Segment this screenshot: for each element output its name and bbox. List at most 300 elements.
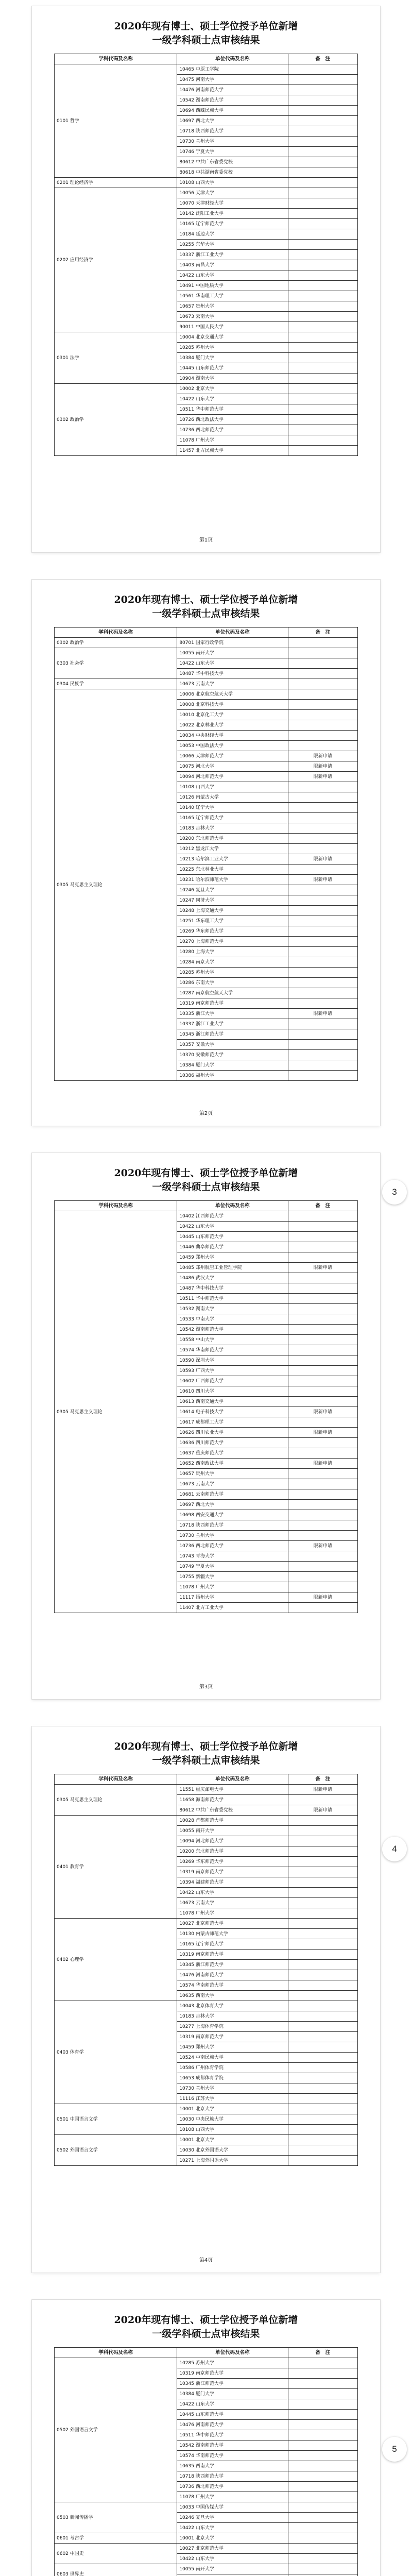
remark-cell: [288, 2042, 357, 2053]
discipline-cell: 0305 马克思主义理论: [55, 689, 177, 1081]
remark-cell: [288, 2011, 357, 2022]
discipline-cell: 0302 政治学: [55, 638, 177, 648]
remark-cell: [288, 404, 357, 415]
page-number: 第3页: [199, 1684, 213, 1690]
remark-cell: [288, 1826, 357, 1836]
remark-cell: 限新申请: [288, 1407, 357, 1417]
remark-cell: [288, 167, 357, 178]
unit-cell: 10269 华东师范大学: [177, 926, 288, 937]
unit-cell: [177, 2574, 288, 2576]
remark-cell: [288, 2451, 357, 2461]
remark-cell: [288, 1960, 357, 1970]
header-row: [55, 2348, 358, 2358]
unit-cell: 11078 广州大学: [177, 1582, 288, 1592]
unit-cell: 10542 湖南师范大学: [177, 1325, 288, 1335]
remark-cell: [288, 270, 357, 281]
remark-cell: [288, 700, 357, 710]
remark-cell: [288, 2420, 357, 2430]
page-title: [32, 1166, 380, 1194]
remark-cell: [288, 658, 357, 669]
remark-cell: [288, 1991, 357, 2001]
unit-cell: 10108 山西大学: [177, 782, 288, 792]
title-line-1: 2020年现有博士、硕士学位授予单位新增: [114, 2314, 298, 2326]
table-row: [55, 332, 358, 343]
remark-cell: [288, 332, 357, 343]
unit-cell: 10422 山东大学: [177, 270, 288, 281]
remark-cell: [288, 2125, 357, 2135]
remark-cell: [288, 384, 357, 394]
unit-cell: 10730 兰州大学: [177, 1531, 288, 1541]
unit-cell: 10246 复旦大学: [177, 885, 288, 895]
remark-cell: [288, 978, 357, 988]
discipline-cell: 0501 中国语言文学: [55, 2104, 177, 2135]
remark-cell: [288, 1211, 357, 1222]
unit-cell: 10445 山东师范大学: [177, 363, 288, 374]
table-row: [55, 2104, 358, 2114]
unit-cell: 10033 中国传媒大学: [177, 2502, 288, 2513]
unit-cell: 10001 北京大学: [177, 2533, 288, 2544]
remark-cell: [288, 689, 357, 700]
unit-cell: 10673 云南大学: [177, 679, 288, 689]
remark-cell: [288, 1877, 357, 1888]
remark-cell: [288, 895, 357, 906]
unit-cell: 10698 西安交通大学: [177, 1510, 288, 1520]
table-row: [55, 638, 358, 648]
unit-cell: 10319 南京师范大学: [177, 1950, 288, 1960]
unit-cell: 10280 上海大学: [177, 947, 288, 957]
table-row: [55, 689, 358, 700]
remark-cell: [288, 803, 357, 813]
remark-cell: [288, 322, 357, 332]
remark-cell: [288, 2053, 357, 2063]
remark-cell: [288, 157, 357, 167]
unit-cell: 10635 西南大学: [177, 2461, 288, 2471]
remark-cell: [288, 1397, 357, 1407]
unit-cell: 10511 华中师范大学: [177, 2430, 288, 2441]
unit-cell: 10743 青海大学: [177, 1551, 288, 1562]
remark-cell: [288, 188, 357, 198]
discipline-cell: 0502 外国语言文学: [55, 2358, 177, 2502]
discipline-cell: 0305 马克思主义理论: [55, 1785, 177, 1816]
remark-cell: [288, 1386, 357, 1397]
remark-cell: [288, 374, 357, 384]
unit-cell: 10255 东华大学: [177, 240, 288, 250]
unit-cell: 10486 武汉大学: [177, 1273, 288, 1283]
remark-cell: [288, 1071, 357, 1081]
table-row: [55, 2544, 358, 2554]
unit-cell: 10165 辽宁师范大学: [177, 1939, 288, 1950]
remark-cell: [288, 1562, 357, 1572]
remark-cell: [288, 731, 357, 741]
unit-cell: 10370 安徽师范大学: [177, 1050, 288, 1060]
page-number: 第1页: [199, 537, 213, 543]
remark-cell: 限新申请: [288, 1785, 357, 1795]
results-table: [54, 2347, 358, 2576]
unit-cell: 10126 内蒙古大学: [177, 792, 288, 803]
discipline-cell: 0305 马克思主义理论: [55, 1211, 177, 1613]
remark-cell: [288, 1448, 357, 1459]
unit-cell: 10697 西北大学: [177, 1500, 288, 1510]
discipline-cell: 0503 新闻传播学: [55, 2502, 177, 2533]
remark-cell: [288, 834, 357, 844]
table-row: [55, 188, 358, 198]
remark-cell: [288, 1479, 357, 1489]
header-row: [55, 1201, 358, 1211]
unit-cell: 10142 沈阳工业大学: [177, 209, 288, 219]
page-title: [32, 20, 380, 47]
unit-cell: 10590 深圳大学: [177, 1355, 288, 1366]
remark-cell: 限新申请: [288, 772, 357, 782]
header-unit: 单位代码及名称: [177, 628, 288, 638]
discipline-cell: 0603 世界史: [55, 2564, 177, 2576]
table-row: [55, 648, 358, 658]
remark-cell: [288, 1294, 357, 1304]
discipline-cell: 0304 民族学: [55, 679, 177, 689]
unit-cell: 10459 郑州大学: [177, 1252, 288, 1263]
table-header: [55, 54, 358, 64]
remark-cell: [288, 209, 357, 219]
unit-cell: 10319 南京师范大学: [177, 1867, 288, 1877]
unit-cell: 11078 广州大学: [177, 1908, 288, 1919]
unit-cell: 10465 中原工学院: [177, 64, 288, 75]
unit-cell: 10614 电子科技大学: [177, 1407, 288, 1417]
header-unit: 单位代码及名称: [177, 54, 288, 64]
unit-cell: 10610 四川大学: [177, 1386, 288, 1397]
header-remark: 备 注: [288, 54, 357, 64]
remark-cell: [288, 1816, 357, 1826]
remark-cell: [288, 281, 357, 291]
remark-cell: [288, 240, 357, 250]
unit-cell: 10248 上海交通大学: [177, 906, 288, 916]
unit-cell: 90011 中国人民大学: [177, 322, 288, 332]
unit-cell: 10008 北京科技大学: [177, 700, 288, 710]
discipline-cell: 0601 考古学: [55, 2533, 177, 2544]
page-indicator-5[interactable]: 5: [382, 2437, 407, 2462]
unit-cell: 10533 中南大学: [177, 1314, 288, 1325]
remark-cell: [288, 2574, 357, 2576]
unit-cell: 10212 黑龙江大学: [177, 844, 288, 854]
unit-cell: 10001 北京大学: [177, 2135, 288, 2145]
remark-cell: [288, 1222, 357, 1232]
unit-cell: 10345 浙江师范大学: [177, 1029, 288, 1040]
unit-cell: 10681 云南师范大学: [177, 1489, 288, 1500]
unit-cell: 10673 云南大学: [177, 1898, 288, 1908]
unit-cell: 10335 浙江大学: [177, 1009, 288, 1019]
remark-cell: [288, 1795, 357, 1805]
unit-cell: 10165 辽宁师范大学: [177, 813, 288, 823]
unit-cell: 10269 华东师范大学: [177, 1857, 288, 1867]
remark-cell: [288, 64, 357, 75]
remark-cell: [288, 947, 357, 957]
unit-cell: 10673 云南大学: [177, 1479, 288, 1489]
results-table: [54, 1774, 358, 2166]
remark-cell: [288, 1520, 357, 1531]
unit-cell: 10337 浙江工业大学: [177, 250, 288, 260]
unit-cell: 10345 浙江师范大学: [177, 1960, 288, 1970]
unit-cell: 10653 成都体育学院: [177, 2073, 288, 2083]
remark-cell: [288, 343, 357, 353]
table-row: [55, 2564, 358, 2574]
title-line-1: 2020年现有博士、硕士学位授予单位新增: [114, 594, 298, 605]
unit-cell: 10542 湖南师范大学: [177, 95, 288, 106]
unit-cell: 10319 南京师范大学: [177, 2368, 288, 2379]
remark-cell: [288, 2399, 357, 2410]
table-row: [55, 679, 358, 689]
table-body: [55, 638, 358, 1081]
unit-cell: 10422 山东大学: [177, 1222, 288, 1232]
unit-cell: 10542 湖南师范大学: [177, 2441, 288, 2451]
unit-cell: 10043 北京体育大学: [177, 2001, 288, 2011]
page-number: 第2页: [199, 1111, 213, 1116]
unit-cell: 10697 西北大学: [177, 116, 288, 126]
unit-cell: 10476 河南师范大学: [177, 2420, 288, 2430]
table-row: [55, 2135, 358, 2145]
page-title: [32, 1740, 380, 1768]
header-remark: 备 注: [288, 1201, 357, 1211]
header-discipline: 学科代码及名称: [55, 2348, 177, 2358]
unit-cell: 10028 首都师范大学: [177, 1816, 288, 1826]
remark-cell: [288, 116, 357, 126]
title-line-1: 2020年现有博士、硕士学位授予单位新增: [114, 1741, 298, 1752]
table-body: [55, 1785, 358, 2166]
remark-cell: [288, 2135, 357, 2145]
remark-cell: [288, 813, 357, 823]
unit-cell: 10251 华东理工大学: [177, 916, 288, 926]
table-row: [55, 2001, 358, 2011]
remark-cell: [288, 2032, 357, 2042]
unit-cell: 10657 贵州大学: [177, 301, 288, 312]
unit-cell: 10056 天津大学: [177, 188, 288, 198]
remark-cell: [288, 353, 357, 363]
unit-cell: 10200 东北师范大学: [177, 834, 288, 844]
unit-cell: 10200 东北师范大学: [177, 1846, 288, 1857]
remark-cell: [288, 1929, 357, 1939]
unit-cell: 10022 北京林业大学: [177, 720, 288, 731]
remark-cell: [288, 291, 357, 301]
remark-cell: [288, 1888, 357, 1898]
discipline-cell: 0201 理论经济学: [55, 178, 177, 188]
unit-cell: 10183 吉林大学: [177, 823, 288, 834]
page-indicator-4[interactable]: 4: [382, 1837, 407, 1861]
remark-cell: [288, 2083, 357, 2094]
remark-cell: [288, 1469, 357, 1479]
remark-cell: [288, 219, 357, 229]
remark-cell: [288, 1510, 357, 1520]
remark-cell: [288, 844, 357, 854]
remark-cell: [288, 2368, 357, 2379]
remark-cell: 限新申请: [288, 761, 357, 772]
remark-cell: [288, 741, 357, 751]
table-row: [55, 1919, 358, 1929]
remark-cell: [288, 1242, 357, 1252]
unit-cell: 10225 东北林业大学: [177, 865, 288, 875]
remark-cell: [288, 2410, 357, 2420]
unit-cell: 10231 哈尔滨师范大学: [177, 875, 288, 885]
discipline-cell: 0502 外国语言文学: [55, 2135, 177, 2166]
unit-cell: 10736 西北师范大学: [177, 1541, 288, 1551]
page-indicator-3[interactable]: 3: [382, 1180, 407, 1205]
unit-cell: 80612 中共广东省委党校: [177, 157, 288, 167]
remark-cell: [288, 2502, 357, 2513]
header-row: [55, 1774, 358, 1785]
unit-cell: 10558 中山大学: [177, 1335, 288, 1345]
remark-cell: [288, 1898, 357, 1908]
remark-cell: [288, 669, 357, 679]
unit-cell: 10730 兰州大学: [177, 137, 288, 147]
unit-cell: 10183 吉林大学: [177, 2011, 288, 2022]
unit-cell: 10386 福州大学: [177, 1071, 288, 1081]
remark-cell: [288, 312, 357, 322]
remark-cell: [288, 1273, 357, 1283]
remark-cell: [288, 1867, 357, 1877]
unit-cell: 10070 天津财经大学: [177, 198, 288, 209]
unit-cell: 10561 华南理工大学: [177, 291, 288, 301]
unit-cell: 10053 中国政法大学: [177, 741, 288, 751]
remark-cell: [288, 2492, 357, 2502]
unit-cell: 10319 南京师范大学: [177, 2032, 288, 2042]
header-discipline: 学科代码及名称: [55, 1201, 177, 1211]
header-row: [55, 54, 358, 64]
header-unit: 单位代码及名称: [177, 2348, 288, 2358]
remark-cell: [288, 394, 357, 404]
discipline-cell: 0302 政治学: [55, 384, 177, 456]
header-remark: 备 注: [288, 1774, 357, 1785]
unit-cell: 10487 华中科技大学: [177, 1283, 288, 1294]
results-table: [54, 54, 358, 456]
table-row: [55, 384, 358, 394]
unit-cell: 10718 陕西师范大学: [177, 126, 288, 137]
unit-cell: 10736 西北师范大学: [177, 2482, 288, 2492]
discipline-cell: 0301 法学: [55, 332, 177, 384]
remark-cell: [288, 1531, 357, 1541]
remark-cell: [288, 782, 357, 792]
unit-cell: 80612 中共广东省委党校: [177, 1805, 288, 1816]
unit-cell: 10511 华中师范大学: [177, 404, 288, 415]
unit-cell: 10006 北京航空航天大学: [177, 689, 288, 700]
remark-cell: [288, 106, 357, 116]
unit-cell: 10384 厦门大学: [177, 1060, 288, 1071]
remark-cell: [288, 823, 357, 834]
document-page: [32, 580, 380, 1126]
remark-cell: [288, 2104, 357, 2114]
unit-cell: 10422 山东大学: [177, 1888, 288, 1898]
remark-cell: [288, 2001, 357, 2011]
unit-cell: 10108 山西大学: [177, 178, 288, 188]
remark-cell: [288, 1304, 357, 1314]
discipline-cell: 0303 社会学: [55, 648, 177, 679]
unit-cell: 11551 重庆邮电大学: [177, 1785, 288, 1795]
unit-cell: 11407 北方工业大学: [177, 1603, 288, 1613]
unit-cell: 10422 山东大学: [177, 2523, 288, 2533]
remark-cell: [288, 95, 357, 106]
document-page: [32, 6, 380, 552]
remark-cell: [288, 1572, 357, 1582]
remark-cell: [288, 1325, 357, 1335]
table-body: [55, 1211, 358, 1613]
remark-cell: [288, 2022, 357, 2032]
remark-cell: [288, 916, 357, 926]
unit-cell: 10285 苏州大学: [177, 2358, 288, 2368]
unit-cell: 10140 辽宁大学: [177, 803, 288, 813]
unit-cell: 10034 中央财经大学: [177, 731, 288, 741]
unit-cell: 10384 厦门大学: [177, 2389, 288, 2399]
remark-cell: [288, 1489, 357, 1500]
remark-cell: [288, 638, 357, 648]
table-row: [55, 2358, 358, 2368]
unit-cell: 10586 广州体育学院: [177, 2063, 288, 2073]
remark-cell: [288, 648, 357, 658]
unit-cell: 10459 郑州大学: [177, 2042, 288, 2053]
remark-cell: [288, 126, 357, 137]
unit-cell: 10636 四川师范大学: [177, 1438, 288, 1448]
unit-cell: 10635 西南大学: [177, 1991, 288, 2001]
unit-cell: 10445 山东师范大学: [177, 2410, 288, 2420]
unit-cell: 10422 山东大学: [177, 658, 288, 669]
remark-cell: [288, 2358, 357, 2368]
discipline-cell: 0602 中国史: [55, 2544, 177, 2564]
unit-cell: 10286 东南大学: [177, 978, 288, 988]
unit-cell: 10246 复旦大学: [177, 2513, 288, 2523]
unit-cell: 10345 浙江师范大学: [177, 2379, 288, 2389]
unit-cell: 11457 北方民族大学: [177, 446, 288, 456]
unit-cell: 10730 兰州大学: [177, 2083, 288, 2094]
unit-cell: 10476 河南师范大学: [177, 1970, 288, 1980]
unit-cell: 80618 中共湖南省委党校: [177, 167, 288, 178]
table-row: [55, 1211, 358, 1222]
remark-cell: [288, 998, 357, 1009]
table-header: [55, 1201, 358, 1211]
unit-cell: 10511 华中师范大学: [177, 1294, 288, 1304]
remark-cell: [288, 2544, 357, 2554]
remark-cell: [288, 425, 357, 435]
unit-cell: 10247 同济大学: [177, 895, 288, 906]
remark-cell: [288, 865, 357, 875]
remark-cell: [288, 435, 357, 446]
remark-cell: [288, 1551, 357, 1562]
discipline-cell: 0402 心理学: [55, 1919, 177, 2001]
unit-cell: 10755 新疆大学: [177, 1572, 288, 1582]
remark-cell: [288, 363, 357, 374]
remark-cell: [288, 1040, 357, 1050]
remark-cell: 限新申请: [288, 751, 357, 761]
remark-cell: [288, 1252, 357, 1263]
remark-cell: [288, 198, 357, 209]
table-row: [55, 1785, 358, 1795]
unit-cell: 10130 内蒙古师范大学: [177, 1929, 288, 1939]
remark-cell: [288, 720, 357, 731]
unit-cell: 10384 厦门大学: [177, 353, 288, 363]
unit-cell: 10337 浙江工业大学: [177, 1019, 288, 1029]
unit-cell: 10637 重庆师范大学: [177, 1448, 288, 1459]
header-unit: 单位代码及名称: [177, 1201, 288, 1211]
unit-cell: 10394 福建师范大学: [177, 1877, 288, 1888]
unit-cell: 10746 宁夏大学: [177, 147, 288, 157]
remark-cell: [288, 260, 357, 270]
unit-cell: 10285 苏州大学: [177, 968, 288, 978]
unit-cell: 10904 湖南大学: [177, 374, 288, 384]
page-number: 第4页: [199, 2258, 213, 2263]
unit-cell: 10574 华南师范大学: [177, 2451, 288, 2461]
unit-cell: 10010 北京化工大学: [177, 710, 288, 720]
unit-cell: 10617 成都理工大学: [177, 1417, 288, 1428]
remark-cell: [288, 2145, 357, 2156]
unit-cell: 10532 湖南大学: [177, 1304, 288, 1314]
remark-cell: [288, 2430, 357, 2441]
remark-cell: [288, 1060, 357, 1071]
remark-cell: [288, 679, 357, 689]
remark-cell: [288, 2471, 357, 2482]
unit-cell: 10055 南开大学: [177, 1826, 288, 1836]
